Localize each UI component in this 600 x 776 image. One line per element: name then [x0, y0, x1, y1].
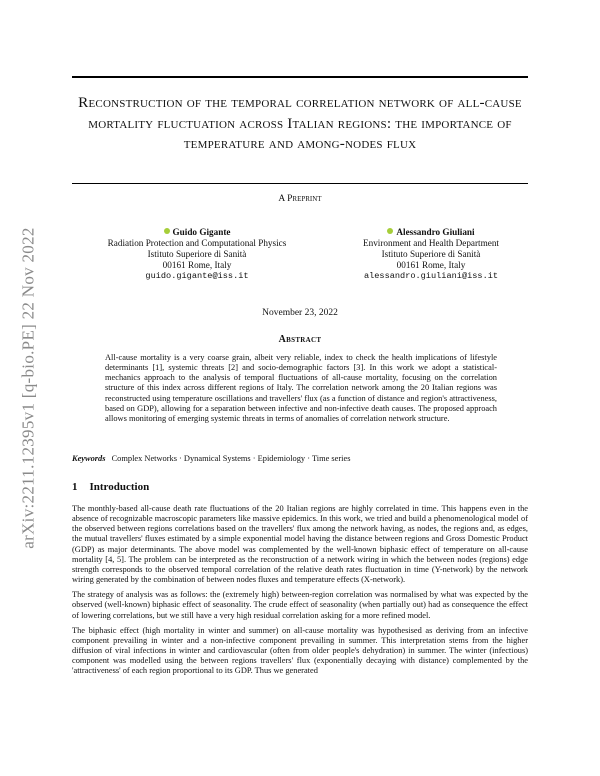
keywords-text: Complex Networks · Dynamical Systems · Epidemiology · Time series: [111, 454, 351, 463]
paragraph: The monthly-based all-cause death rate fluctuations of the 20 Italian regions are highly correlated in time. This happens even in the absence of recognizable macroscopic parameters like massive epidemics. In this work, we tried and build a phenomenological model of the observed between regions correlations based on the travellers' flux among the network having, as nodes, the regions and, as edges, the mutual travellers' fluxes estimated by a simple exponential model having the distance between regions and Gross Domestic Product (GDP) as major determinants. The above model was complemented by the well-known biphasic effect of temperature on all-cause mortality [4, 5]. The problem can be interpreted as the reconstruction of a network wiring in which the between nodes (regions) edge strength corresponds to the observed temporal correlation of the relative death rates fluctuation in time (Y-network) by the network wiring generated by the combination of between nodes fluxes and temperature effects (X-network).: [72, 504, 528, 585]
paper-title: Reconstruction of the temporal correlation network of all-cause mortality fluctuation across Italian regions: the importance of temperature and among-nodes flux: [78, 94, 522, 152]
author-affiliation: Radiation Protection and Computational Physics: [107, 238, 287, 248]
arxiv-stamp: [14, 0, 44, 776]
paper-date: November 23, 2022: [262, 308, 338, 318]
author-address: 00161 Rome, Italy: [162, 260, 232, 270]
arxiv-stamp-text: arXiv:2211.12395v1 [q-bio.PE] 22 Nov 2022: [19, 227, 39, 549]
body-text: [72, 504, 528, 682]
author-name-line: [82, 227, 312, 238]
author-name: Guido Gigante: [172, 227, 231, 237]
section-number: 1: [72, 481, 78, 493]
title-rule-bottom: [72, 183, 528, 184]
abstract-heading: Abstract: [278, 334, 322, 345]
keywords-label: Keywords: [72, 454, 106, 463]
author-affiliation: Environment and Health Department: [363, 238, 499, 248]
section-title: Introduction: [89, 481, 150, 493]
abstract-text: All-cause mortality is a very coarse grain, albeit very reliable, index to check the health implications of lifestyle determinants [1], systemic threats [2] and socio-demographic factors [3]. In this work we adopt a statistical-mechanics approach to the analysis of temporal fluctuations of all-cause mortality, focusing on the correlation structure of this index across different regions of Italy. The correlation network among the 20 Italian regions was reconstructed using temperature oscillations and travellers' flux (as a function of distance and region's attractiveness, based on GDP), allowing for a separation between infective and non-infective death causes. The proposed approach allows monitoring of emerging systemic threats in terms of anomalies of correlation network structure.: [105, 353, 497, 423]
section-heading: [72, 481, 528, 493]
author-email[interactable]: alessandro.giuliani@iss.it: [363, 271, 499, 281]
paragraph: The biphasic effect (high mortality in winter and summer) on all-cause mortality was hypothesised as deriving from an infective component prevailing in winter and a non-infective component prevailing in summer. This interpretation stems from the higher diffusion of viral infections in winter and cardiovascular (often from older people's dehydration) in summer. The winter (infectious) component was modelled using the between regions travellers' flux (exponentially decaying with distance) complemented by the 'attractiveness' of each region proportional to its GDP. Thus we generated: [72, 625, 528, 676]
author-institute: Istituto Superiore di Sanità: [381, 249, 481, 259]
author-institute: Istituto Superiore di Sanità: [147, 249, 247, 259]
title-rule-top: [72, 76, 528, 78]
paragraph: The strategy of analysis was as follows: the (extremely high) between-region correlation was normalised by what was expected by the observed (well-known) biphasic effect of seasonality. The crude effect of seasonality (when partially out) had as consequence the effect of lowering correlations, but we still have a very high residual correlation asking for a more refined model.: [72, 590, 528, 620]
author-block: [316, 227, 546, 282]
author-block: [82, 227, 312, 282]
author-address: 00161 Rome, Italy: [396, 260, 466, 270]
author-email[interactable]: guido.gigante@iss.it: [145, 271, 249, 281]
author-name: Alessandro Giuliani: [396, 227, 475, 237]
preprint-label: A Preprint: [278, 194, 322, 204]
orcid-icon[interactable]: [387, 228, 393, 234]
keywords-line: [72, 454, 528, 463]
author-name-line: [316, 227, 546, 238]
orcid-icon[interactable]: [164, 228, 170, 234]
